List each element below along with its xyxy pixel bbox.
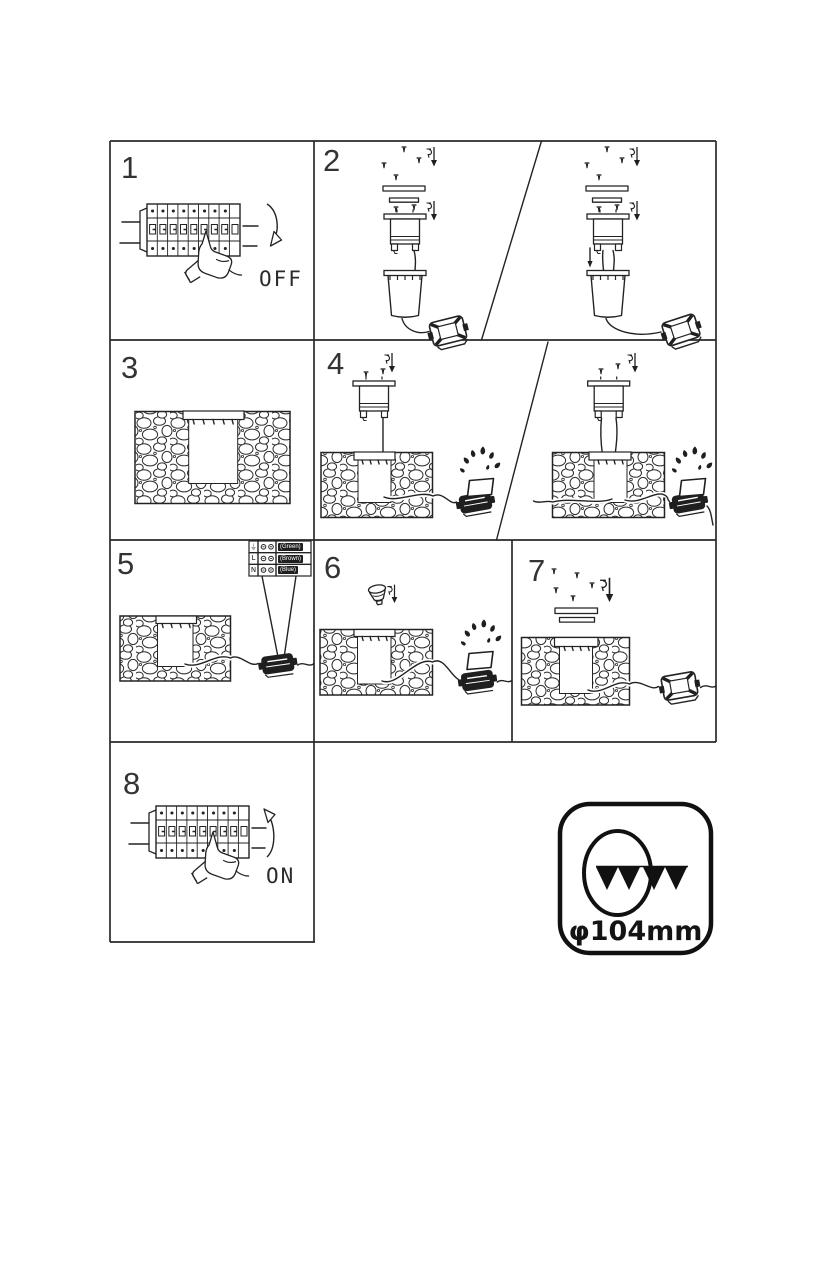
sleeve-collar	[589, 452, 631, 460]
panel-7-art	[522, 569, 717, 706]
screw-down-arrow-icon	[427, 147, 438, 167]
trim-ring-inner	[390, 198, 419, 202]
circuit-breaker-icon	[140, 204, 240, 256]
driver-cable	[606, 319, 661, 335]
light-fixture-icon	[587, 210, 629, 254]
trim-ring-outer	[586, 186, 628, 191]
light-fixture-icon	[588, 377, 630, 421]
rotate-up-arrow-icon	[264, 809, 275, 857]
wire-green-label: (Green)	[280, 544, 301, 550]
panel-1-art	[120, 204, 282, 288]
step-5-number: 5	[117, 546, 135, 581]
detail-leader-lines	[262, 576, 296, 655]
circuit-breaker-icon	[149, 806, 249, 858]
water-splash-icon	[459, 446, 502, 473]
fixture-leads	[601, 418, 617, 455]
sleeve-collar	[354, 452, 395, 460]
cable-tail	[497, 681, 512, 683]
driver-cable	[402, 319, 429, 333]
panel-8-art	[129, 806, 275, 889]
step-8-number: 8	[123, 766, 141, 801]
gasket-plate-icon	[468, 479, 494, 497]
panel-4-art	[321, 353, 714, 525]
sleeve-collar	[555, 638, 599, 647]
terminal-live-label: L	[251, 554, 256, 562]
insert-arrow-head	[587, 261, 592, 268]
screw-down-arrow-icon	[387, 585, 397, 604]
step-3-number: 3	[121, 350, 139, 385]
step-4-number: 4	[327, 346, 345, 381]
sleeve-collar	[354, 630, 395, 637]
rotate-down-arrow-icon	[267, 204, 282, 246]
step-1-number: 1	[121, 150, 139, 185]
light-fixture-icon	[384, 210, 426, 254]
power-off-label: OFF	[259, 267, 303, 291]
bulb-icon	[368, 584, 388, 606]
trim-ring-outer	[383, 186, 425, 191]
terminal-earth-label: ⏚	[250, 542, 257, 551]
cable-tail	[701, 686, 717, 688]
panel-6-art	[320, 584, 512, 695]
screws-cluster	[382, 147, 437, 180]
sleeve-collar	[156, 616, 197, 624]
hole	[189, 414, 238, 484]
gasket-plate-icon	[467, 652, 493, 670]
panel-2-art	[382, 147, 706, 352]
driver-box-icon	[658, 312, 706, 352]
driver-box-icon	[657, 671, 702, 706]
terminal-neutral-label: N	[250, 565, 257, 574]
wire-brown-label: (Brown)	[280, 555, 302, 562]
fixture-leads	[603, 251, 615, 271]
light-fixture-icon	[353, 377, 395, 421]
screw-down-arrow-icon	[600, 578, 613, 602]
trim-ring-inner	[593, 198, 622, 202]
water-splash-icon	[460, 619, 503, 646]
step-2-number: 2	[323, 143, 341, 178]
cable-tail	[298, 664, 314, 666]
ground-sleeve-icon	[384, 271, 426, 318]
screws-cluster-variant	[585, 147, 640, 180]
step-6-number: 6	[324, 550, 342, 585]
panel-3-art	[135, 411, 290, 504]
step-7-number: 7	[528, 553, 546, 588]
wire-blue-label: (Blue)	[280, 567, 297, 573]
fixture-lead	[414, 251, 415, 271]
screw-down-arrow-icon	[385, 353, 396, 373]
cable-tail	[707, 506, 713, 525]
ground-sleeve-icon	[587, 271, 629, 318]
driver-box-icon	[257, 652, 299, 678]
sleeve-collar	[183, 411, 244, 420]
power-on-label: ON	[266, 864, 296, 888]
trim-ring-inner	[560, 618, 595, 623]
trim-ring-outer	[555, 608, 598, 614]
water-splash-icon	[671, 446, 714, 473]
screw-down-arrow-icon	[427, 201, 438, 221]
cutout-diameter-label: φ104mm	[568, 916, 703, 947]
gasket-plate-icon	[680, 479, 706, 497]
driver-box-icon	[425, 314, 472, 352]
driver-box-icon	[457, 669, 499, 695]
